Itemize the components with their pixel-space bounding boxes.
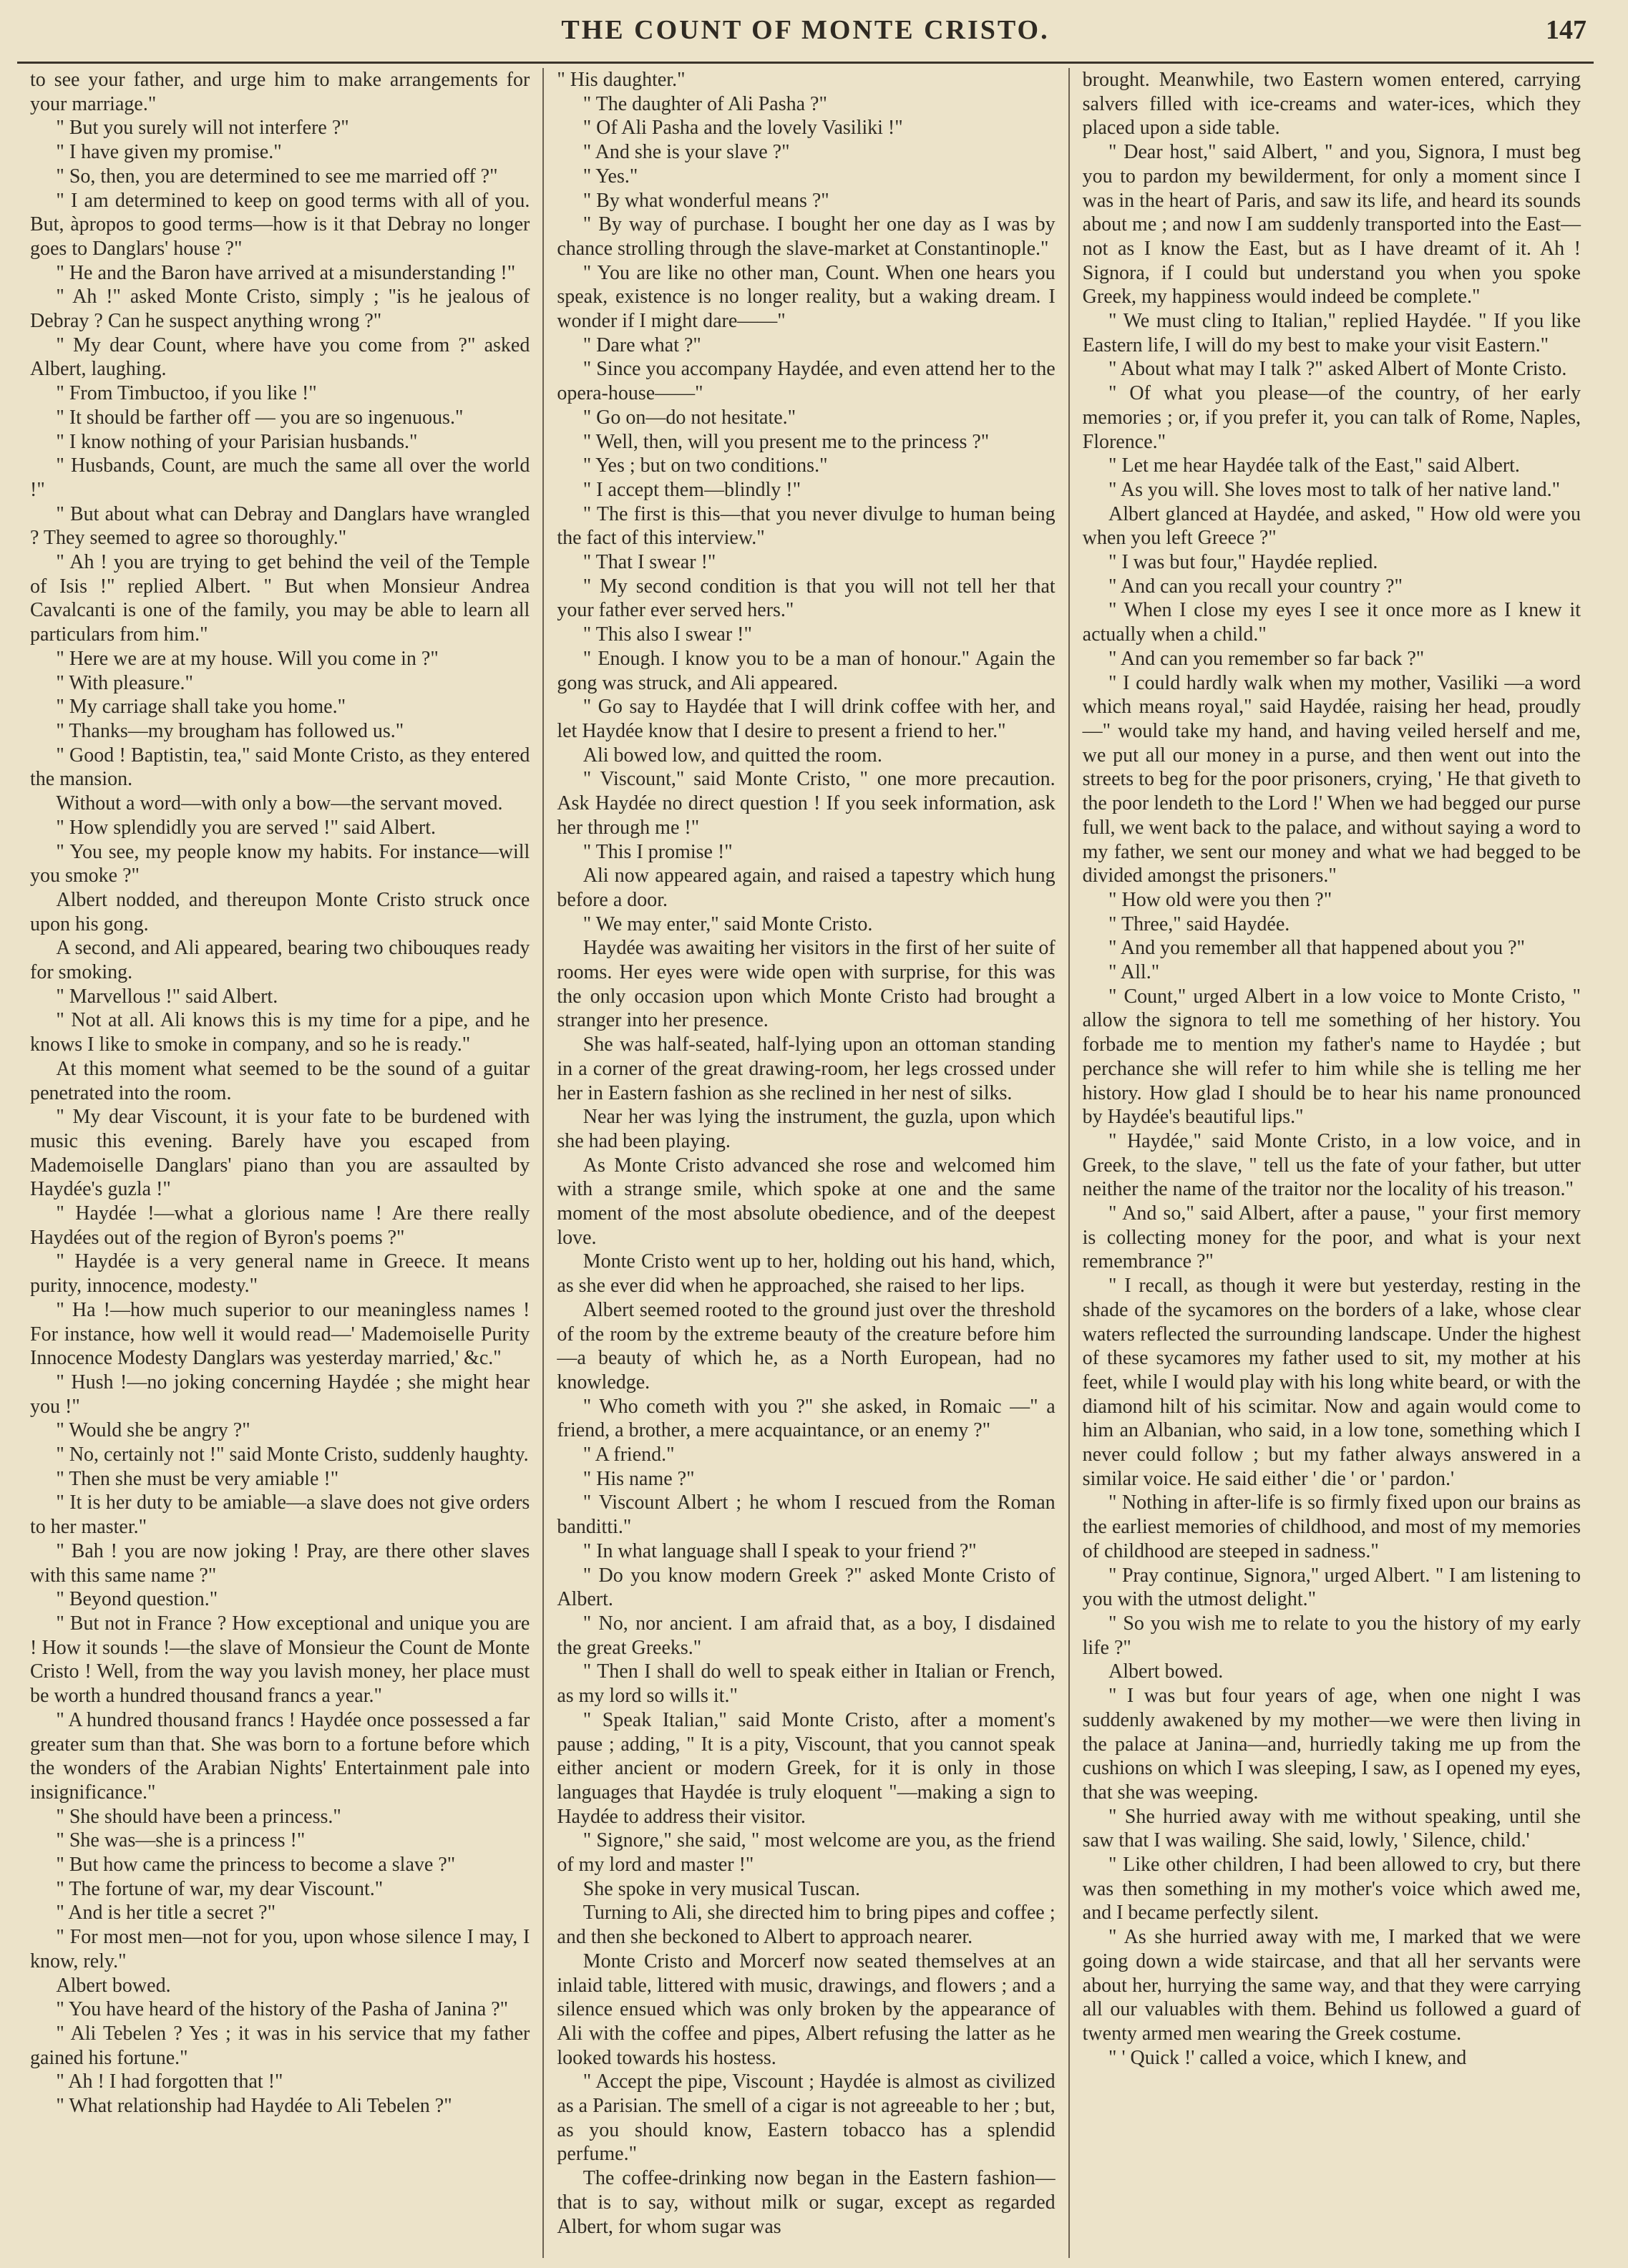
paragraph: " A friend." [583,1444,675,1466]
paragraph: " From Timbuctoo, if you like !" [56,382,317,405]
paragraph: " It is her duty to be amiable—a slave does not give orders to her master." [30,1491,530,1539]
running-title: THE COUNT OF MONTE CRISTO. [561,15,1050,45]
paragraph: " For most men—not for you, upon whose silence I may, I know, rely." [30,1926,530,1972]
paragraph: " The first is this—that you never divulge to human being the fact of this interview." [557,502,1056,550]
paragraph: Albert seemed rooted to the ground just over the threshold of the room by the extreme beauty of the creature before him—a beauty of which he, as a North European, had no knowledge. [557,1298,1056,1393]
paragraph: Near her was lying the instrument, the guzla, upon which she had been playing. [557,1106,1056,1152]
paragraph: " Let me hear Haydée talk of the East," said Albert. [1108,454,1520,477]
paragraph: " Dear host," said Albert, " and you, Signora, I must beg you to pardon my bewilderment, for only a moment since I was in the heart of Paris, and saw its life, and heard its sounds about me ; and now I am suddenly transported into the East—not as I know the East, but as I have dreamt of it. Ah ! Signora, if I could but understand you when you spoke Greek, my happiness would indeed be complete." [1082,141,1581,308]
paragraph: " Of what you please—of the country, of her early memories ; or, if you prefer it, you can talk of Rome, Naples, Florence." [1082,382,1581,453]
paragraph: " Ah ! I had forgotten that !" [56,2070,283,2093]
paragraph: " Do you know modern Greek ?" asked Monte Cristo of Albert. [557,1564,1056,1611]
paragraph: At this moment what seemed to be the sound of a guitar penetrated into the room. [30,1057,530,1104]
paragraph: " And so," said Albert, after a pause, " your first memory is collecting money for the poor, and what is your next remembrance ?" [1082,1202,1581,1273]
text-columns [17,68,1594,2258]
paragraph: Without a word—with only a bow—the servant moved. [56,792,503,815]
paragraph: A second, and Ali appeared, bearing two chibouques ready for smoking. [30,937,530,984]
paragraph: " Of Ali Pasha and the lovely Vasiliki !" [583,117,903,140]
paragraph: " Yes." [583,165,638,188]
paragraph: " What relationship had Haydée to Ali Tebelen ?" [56,2095,452,2118]
paragraph: " Count," urged Albert in a low voice to Monte Cristo, " allow the signora to tell me something of her history. You forbade me to mention my father's name to Haydée ; but perchance she will refer to him while she is telling me her history. How glad I should be to hear his name pronounced by Haydée's beautiful lips." [1082,985,1581,1129]
paragraph: Haydée was awaiting her visitors in the first of her suite of rooms. Her eyes were wide open with surprise, for this was the only occasion upon which Monte Cristo had brought a stranger into her presence. [557,937,1056,1032]
paragraph: " Ali Tebelen ? Yes ; it was in his service that my father gained his fortune." [30,2022,530,2069]
paragraph: " The daughter of Ali Pasha ?" [583,92,827,115]
column-2 [542,68,1068,2258]
paragraph: " Bah ! you are now joking ! Pray, are there other slaves with this same name ?" [30,1539,530,1587]
paragraph: " Good ! Baptistin, tea," said Monte Cristo, as they entered the mansion. [30,744,530,791]
paragraph: to see your father, and urge him to make arrangements for your marriage." [30,69,530,115]
paragraph: " And she is your slave ?" [583,141,790,164]
paragraph: Monte Cristo went up to her, holding out his hand, which, as she ever did when he approached, she raised to her lips. [557,1250,1056,1298]
paragraph: " Ha !—how much superior to our meaningless names ! For instance, how well it would read—' Mademoiselle Purity Innocence Modesty Danglars was yesterday married,' &c." [30,1298,530,1370]
paragraph: " This I promise !" [583,840,733,863]
paragraph: " I accept them—blindly !" [583,478,801,501]
paragraph: " Accept the pipe, Viscount ; Haydée is almost as civilized as a Parisian. The smell of a cigar is not agreeable to her ; but, as you should know, Eastern tobacco has a splendid perfume." [557,2070,1056,2166]
paragraph: " His name ?" [583,1467,695,1490]
paragraph: Albert bowed. [1108,1660,1224,1683]
paragraph: " Thanks—my brougham has followed us." [56,719,404,742]
paragraph: " Hush !—no joking concerning Haydée ; she might hear you !" [30,1371,530,1418]
paragraph: Albert bowed. [56,1974,171,1997]
paragraph: " Pray continue, Signora," urged Albert. " I am listening to you with the utmost delight." [1082,1564,1581,1611]
paragraph: " My dear Viscount, it is your fate to be burdened with music this evening. Barely have you escaped from Mademoiselle Danglars' piano than you are assaulted by Haydée's guzla !" [30,1106,530,1201]
paragraph: " No, certainly not !" said Monte Cristo, suddenly haughty. [56,1444,529,1466]
paragraph: " Go say to Haydée that I will drink coffee with her, and let Haydée know that I desire to present a friend to her." [557,696,1056,742]
paragraph: " Go on—do not hesitate." [583,406,796,429]
paragraph: As Monte Cristo advanced she rose and welcomed him with a strange smile, which spoke at one and the same moment of the most absolute obedience, and of the deepest love. [557,1154,1056,1249]
paragraph: Monte Cristo and Morcerf now seated themselves at an inlaid table, littered with music, drawings, and flowers ; and a silence ensued which was only broken by the appearance of Ali with the coffee and pipes, Albert refusing the latter as he looked towards his hostess. [557,1950,1056,2069]
paragraph: " We must cling to Italian," replied Haydée. " If you like Eastern life, I will do my best to make your visit Eastern." [1082,310,1581,356]
paragraph: " Husbands, Count, are much the same all over the world !" [30,454,530,501]
paragraph: " As she hurried away with me, I marked that we were going down a wide staircase, and that all her servants were about her, hurrying the same way, and that they were carrying all our valuables with them. Behind us followed a guard of twenty armed men wearing the Greek costume. [1082,1926,1581,2045]
paragraph: " How old were you then ?" [1108,888,1332,911]
paragraph: " It should be farther off — you are so ingenuous." [56,406,464,429]
paragraph: " Ah ! you are trying to get behind the veil of the Temple of Isis !" replied Albert. " But when Monsieur Andrea Cavalcanti is one of the family, you may be able to learn all particulars from him." [30,551,530,646]
paragraph: " Enough. I know you to be a man of honour." Again the gong was struck, and Ali appeared. [557,647,1056,694]
page-header [17,10,1594,64]
paragraph: " Marvellous !" said Albert. [56,985,278,1008]
paragraph: She spoke in very musical Tuscan. [583,1877,861,1900]
paragraph: " All." [1108,961,1160,984]
paragraph: " By what wonderful means ?" [583,189,829,212]
paragraph: " Beyond question." [56,1588,218,1611]
paragraph: " Signore," she said, " most welcome are you, as the friend of my lord and master !" [557,1829,1056,1877]
paragraph: " Nothing in after-life is so firmly fixed upon our brains as the earliest memories of childhood, and most of my memories of childhood are steeped in sadness." [1082,1491,1581,1562]
paragraph: " Haydée," said Monte Cristo, in a low voice, and in Greek, to the slave, " tell us the fate of your father, but utter neither the name of the traitor nor the locality of his treason." [1082,1129,1581,1201]
paragraph: " And can you recall your country ?" [1108,575,1403,598]
paragraph: " In what language shall I speak to your friend ?" [583,1539,977,1562]
paragraph: " She hurried away with me without speaking, until she saw that I was wailing. She said, lowly, ' Silence, child.' [1082,1805,1581,1852]
paragraph: " Not at all. Ali knows this is my time for a pipe, and he knows I like to smoke in company, and so he is ready." [30,1009,530,1056]
paragraph: " As you will. She loves most to talk of her native land." [1108,478,1561,501]
paragraph: " About what may I talk ?" asked Albert of Monte Cristo. [1108,358,1567,381]
paragraph: The coffee-drinking now began in the Eastern fashion—that is to say, without milk or sugar, except as regarded Albert, for whom sugar was [557,2167,1056,2238]
paragraph: " Haydée is a very general name in Greece. It means purity, innocence, modesty." [30,1250,530,1298]
paragraph: " He and the Baron have arrived at a misunderstanding !" [56,261,516,284]
paragraph: " By way of purchase. I bought her one day as I was by chance strolling through the slave-market at Constantinople." [557,213,1056,260]
paragraph: brought. Meanwhile, two Eastern women entered, carrying salvers filled with ice-creams and water-ices, which they placed upon a side table. [1082,69,1581,140]
paragraph: " With pleasure." [56,671,193,694]
paragraph: " I am determined to keep on good terms with all of you. But, àpropos to good terms—how is it that Debray no longer goes to Danglars' house ?" [30,189,530,260]
paragraph: " I recall, as though it were but yesterday, resting in the shade of the sycamores on the borders of a lake, whose clear waters reflected the surrounding landscape. Under the highest of these sycamores my father used to sit, my mother at his feet, while I would play with his long white beard, or with the diamond hilt of his scimitar. Now and again would come to him an Albanian, who said, in a low tone, something which I never could follow ; but my father always answered in a similar voice. He said either ' die ' or ' pardon.' [1082,1275,1581,1490]
paragraph: " Viscount," said Monte Cristo, " one more precaution. Ask Haydée no direct question ! If you seek information, ask her through me !" [557,768,1056,839]
paragraph: " My carriage shall take you home." [56,696,346,719]
paragraph: " Viscount Albert ; he whom I rescued from the Roman banditti." [557,1491,1056,1539]
paragraph: " Then she must be very amiable !" [56,1467,339,1490]
paragraph: " That I swear !" [583,551,716,574]
paragraph: " When I close my eyes I see it once more as I knew it actually when a child." [1082,599,1581,646]
paragraph: " But not in France ? How exceptional and unique you are ! How it sounds !—the slave of Monsieur the Count de Monte Cristo ! Well, from the way you lavish money, her place must be worth a hundred thousand francs a year." [30,1612,530,1708]
paragraph: " Three," said Haydée. [1108,912,1290,935]
paragraph: " Who cometh with you ?" she asked, in Romaic —" a friend, a brother, a mere acquaintance, or an enemy ?" [557,1395,1056,1442]
paragraph: " A hundred thousand francs ! Haydée once possessed a far greater sum than that. She was born to a fortune before which the wonders of the Arabian Nights' Entertainment pale into insignificance." [30,1708,530,1804]
paragraph: " Dare what ?" [583,334,701,356]
page-number: 147 [1546,15,1586,45]
paragraph: She was half-seated, half-lying upon an ottoman standing in a corner of the great drawing-room, her legs crossed under her in Eastern fashion as she reclined in her nest of silks. [557,1033,1056,1104]
paragraph: " But about what can Debray and Danglars have wrangled ? They seemed to agree so thoroughly." [30,502,530,550]
paragraph: " I was but four," Haydée replied. [1108,551,1378,574]
paragraph: " So, then, you are determined to see me married off ?" [56,165,498,188]
paragraph: " Haydée !—what a glorious name ! Are there really Haydées out of the region of Byron's poems ?" [30,1202,530,1249]
paragraph: " Well, then, will you present me to the princess ?" [583,430,990,453]
paragraph: " I was but four years of age, when one night I was suddenly awakened by my mother—we were then living in the palace at Janina—and, hurriedly taking me up from the cushions on which I was sleeping, I saw, as I opened my eyes, that she was weeping. [1082,1685,1581,1804]
paragraph: " Speak Italian," said Monte Cristo, after a moment's pause ; adding, " It is a pity, Viscount, that you cannot speak either ancient or modern Greek, for it is only in those languages that Haydée is truly eloquent "—making a sign to Haydée to address their visitor. [557,1708,1056,1828]
paragraph: " So you wish me to relate to you the history of my early life ?" [1082,1612,1581,1659]
paragraph: " She was—she is a princess !" [56,1829,306,1852]
paragraph: " Then I shall do well to speak either in Italian or French, as my lord so wills it." [557,1660,1056,1708]
paragraph: " Ah !" asked Monte Cristo, simply ; "is he jealous of Debray ? Can he suspect anything wrong ?" [30,286,530,333]
paragraph: " The fortune of war, my dear Viscount." [56,1877,384,1900]
paragraph: " I know nothing of your Parisian husbands." [56,430,418,453]
paragraph: Ali bowed low, and quitted the room. [583,744,882,766]
paragraph: " How splendidly you are served !" said Albert. [56,816,437,839]
paragraph: " But you surely will not interfere ?" [56,117,349,140]
column-3 [1068,68,1594,2258]
paragraph: " No, nor ancient. I am afraid that, as a boy, I disdained the great Greeks." [557,1612,1056,1659]
paragraph: " ' Quick !' called a voice, which I knew, and [1108,2046,1467,2069]
paragraph: " This also I swear !" [583,623,752,646]
paragraph: " Since you accompany Haydée, and even attend her to the opera-house——" [557,358,1056,405]
paragraph: " I have given my promise." [56,141,282,164]
paragraph: " Yes ; but on two conditions." [583,454,828,477]
column-1 [17,68,542,2258]
paragraph: " You are like no other man, Count. When one hears you speak, existence is no longer reality, but a waking dream. I wonder if I might dare——" [557,261,1056,333]
paragraph: " She should have been a princess." [56,1805,341,1828]
paragraph: " But how came the princess to become a slave ?" [56,1854,456,1877]
paragraph: " And is her title a secret ?" [56,1902,276,1924]
paragraph: " I could hardly walk when my mother, Vasiliki —a word which means royal," said Haydée, raising her head, proudly—" would take my hand, and having veiled herself and me, we put all our money in a purse, and then went out into the streets to beg for the poor prisoners, crying, ' He that giveth to the poor lendeth to the Lord !' When we had begged our purse full, we went back to the palace, and without saying a word to my father, we sent our money and what we had begged to be divided amongst the prisoners." [1082,671,1581,887]
paragraph: " We may enter," said Monte Cristo. [583,912,873,935]
paragraph: " My dear Count, where have you come from ?" asked Albert, laughing. [30,334,530,381]
paragraph: " You have heard of the history of the Pasha of Janina ?" [56,1998,509,2021]
paragraph: Ali now appeared again, and raised a tapestry which hung before a door. [557,865,1056,911]
paragraph: " And can you remember so far back ?" [1108,647,1425,670]
paragraph: Turning to Ali, she directed him to bring pipes and coffee ; and then she beckoned to Albert to approach nearer. [557,1902,1056,1949]
paragraph: " My second condition is that you will not tell her that your father ever served hers." [557,575,1056,622]
paragraph: Albert nodded, and thereupon Monte Cristo struck once upon his gong. [30,888,530,935]
paragraph: " And you remember all that happened about you ?" [1108,937,1525,960]
paragraph: " You see, my people know my habits. For instance—will you smoke ?" [30,840,530,887]
paragraph: Albert glanced at Haydée, and asked, " How old were you when you left Greece ?" [1082,502,1581,550]
paragraph: " Would she be angry ?" [56,1419,250,1442]
paragraph: " Like other children, I had been allowed to cry, but there was then something in my mother's voice which awed me, and I became perfectly silent. [1082,1854,1581,1924]
paragraph: " Here we are at my house. Will you come in ?" [56,647,439,670]
paragraph: " His daughter." [557,69,686,91]
